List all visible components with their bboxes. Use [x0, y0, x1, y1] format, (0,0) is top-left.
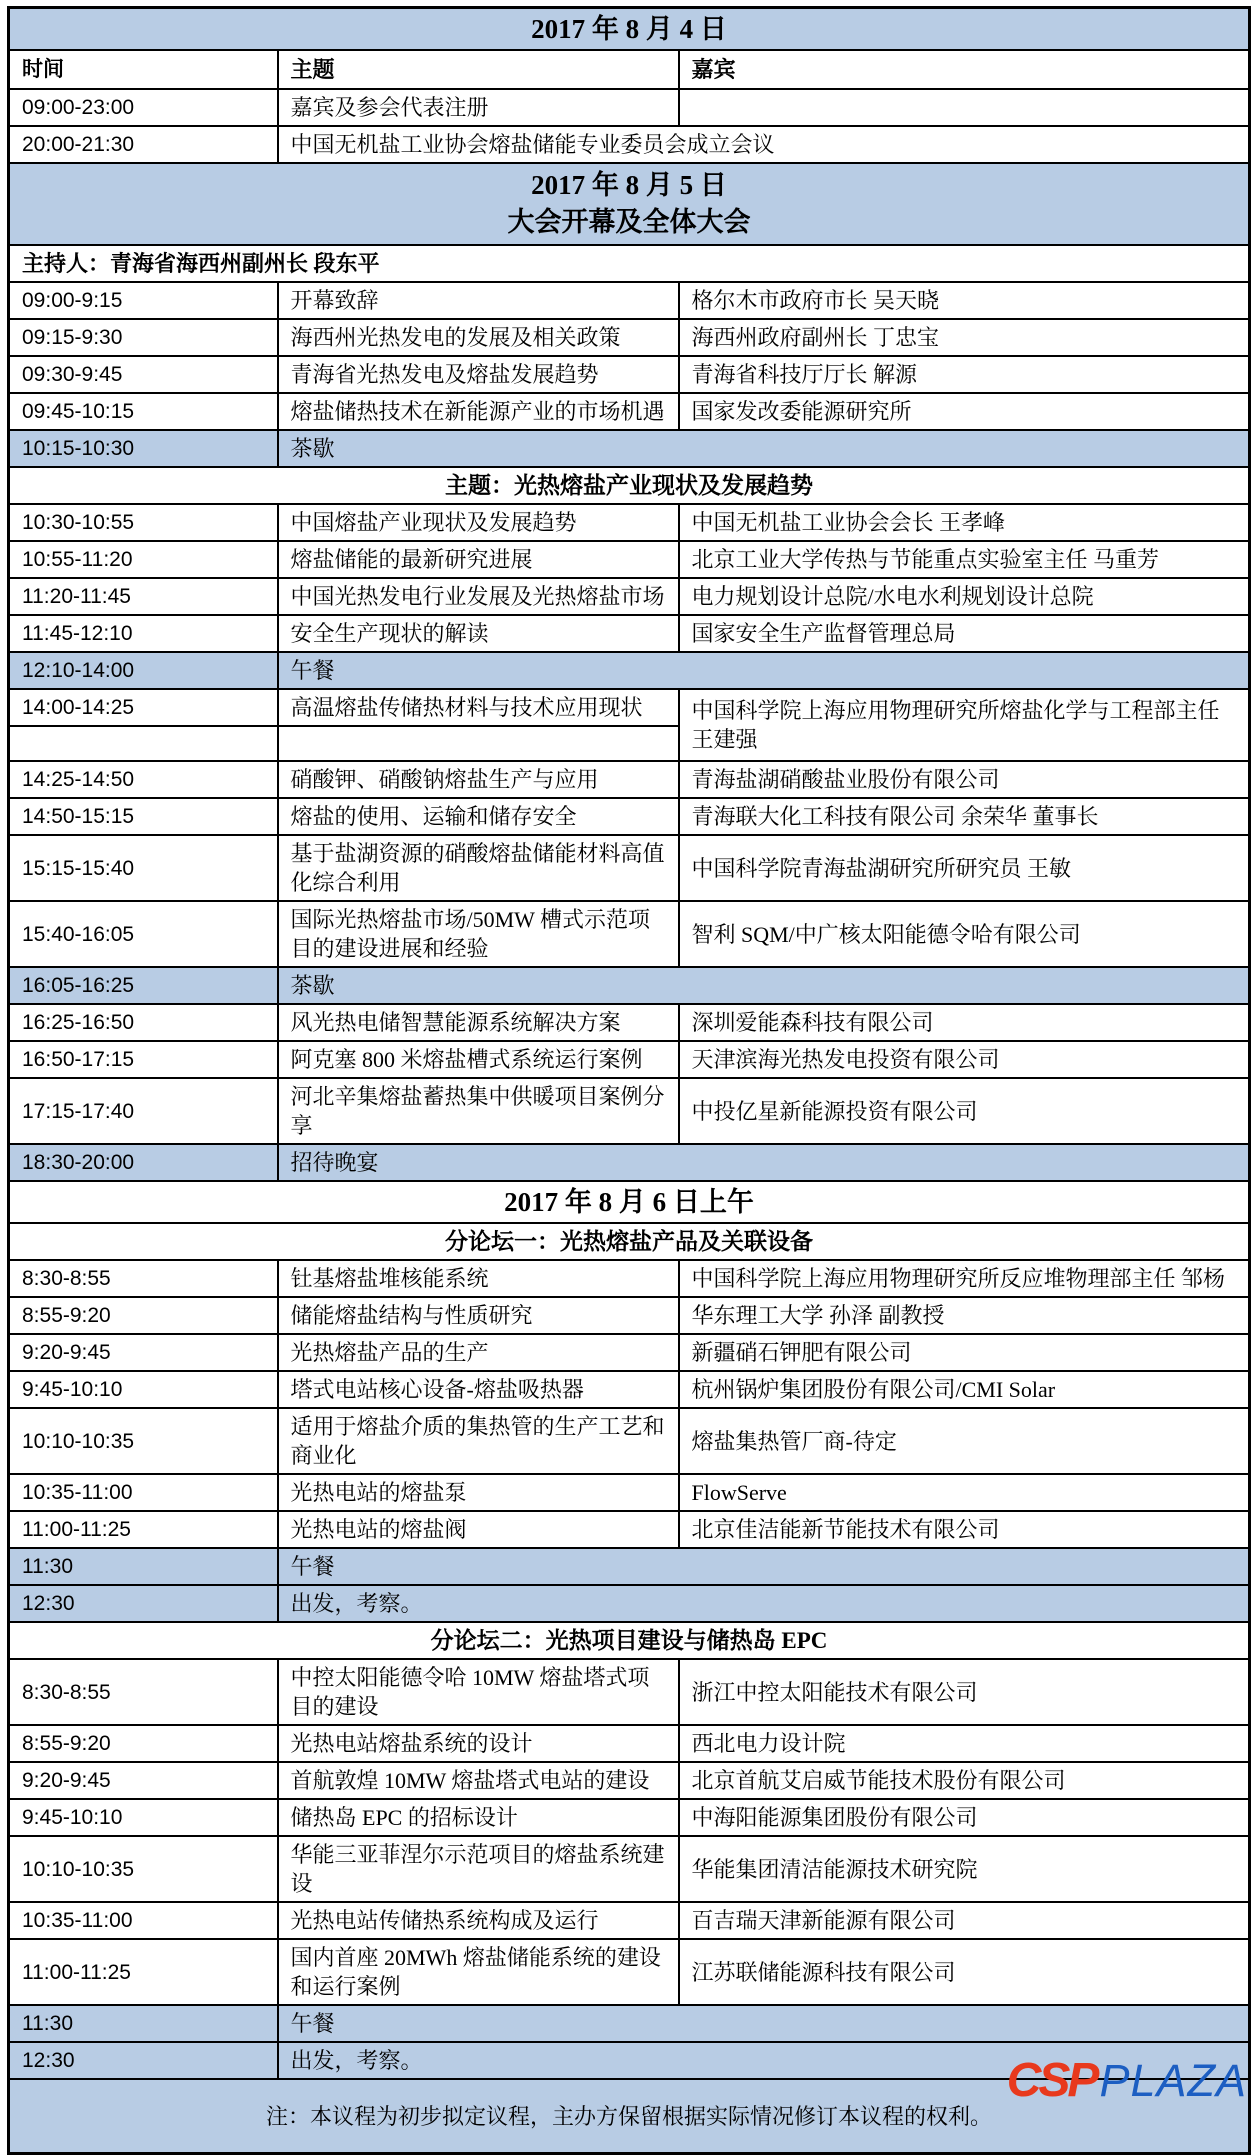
session-row: [9, 1762, 1250, 1799]
topic-cell: 光热熔盐产品的生产: [278, 1334, 679, 1371]
day-title-cell: [9, 163, 1250, 245]
break-row: [9, 1144, 1250, 1181]
logo-csp-text: CSP: [1006, 2054, 1097, 2107]
session-row: [9, 393, 1250, 430]
session-row: [9, 126, 1250, 163]
time-cell: 16:25-16:50: [9, 1004, 278, 1041]
guest-cell: 中海阳能源集团股份有限公司: [679, 1799, 1250, 1836]
time-cell: 09:30-9:45: [9, 356, 278, 393]
topic-cell: 嘉宾及参会代表注册: [278, 89, 679, 126]
guest-cell: 浙江中控太阳能技术有限公司: [679, 1659, 1250, 1725]
guest-cell: FlowServe: [679, 1474, 1250, 1511]
session-row: [9, 1836, 1250, 1902]
session-row: [9, 1725, 1250, 1762]
time-cell: 8:30-8:55: [9, 1260, 278, 1297]
column-header-row: [9, 50, 1250, 89]
topic-cell: 青海省光热发电及熔盐发展趋势: [278, 356, 679, 393]
session-row: [9, 1659, 1250, 1725]
day-title-line: 2017 年 8 月 4 日: [531, 14, 727, 44]
topic-cell: 中国光热发电行业发展及光热熔盐市场: [278, 578, 679, 615]
time-cell: 11:30: [9, 1548, 278, 1585]
guest-cell: 华东理工大学 孙泽 副教授: [679, 1297, 1250, 1334]
guest-cell: 智利 SQM/中广核太阳能德令哈有限公司: [679, 901, 1250, 967]
time-cell: 18:30-20:00: [9, 1144, 278, 1181]
guest-cell: 中国科学院青海盐湖研究所研究员 王敏: [679, 835, 1250, 901]
day-title-row: [9, 163, 1250, 245]
break-label-cell: 午餐: [278, 1548, 1250, 1585]
time-cell: 14:50-15:15: [9, 798, 278, 835]
time-cell: [9, 726, 278, 761]
session-row: [9, 504, 1250, 541]
time-cell: 9:20-9:45: [9, 1762, 278, 1799]
guest-cell: 华能集团清洁能源技术研究院: [679, 1836, 1250, 1902]
time-cell: 9:45-10:10: [9, 1799, 278, 1836]
column-header-guest: 嘉宾: [679, 50, 1250, 89]
guest-cell: 深圳爱能森科技有限公司: [679, 1004, 1250, 1041]
topic-cell: 阿克塞 800 米熔盐槽式系统运行案例: [278, 1041, 679, 1078]
guest-cell: 北京首航艾启威节能技术股份有限公司: [679, 1762, 1250, 1799]
topic-cell: 中控太阳能德令哈 10MW 熔盐塔式项目的建设: [278, 1659, 679, 1725]
time-cell: 12:30: [9, 2042, 278, 2079]
guest-cell: 国家安全生产监督管理总局: [679, 615, 1250, 652]
break-row: [9, 967, 1250, 1004]
break-label-cell: 出发，考察。: [278, 1585, 1250, 1622]
column-header-topic: 主题: [278, 50, 679, 89]
day-title-cell: [9, 8, 1250, 51]
guest-cell: 熔盐集热管厂商-待定: [679, 1408, 1250, 1474]
host-row: [9, 245, 1250, 282]
day-title-line: 大会开幕及全体大会: [507, 207, 751, 237]
time-cell: 11:00-11:25: [9, 1511, 278, 1548]
session-row: [9, 615, 1250, 652]
break-label-cell: 午餐: [278, 2005, 1250, 2042]
day-title-row: [9, 8, 1250, 51]
guest-cell: 百吉瑞天津新能源有限公司: [679, 1902, 1250, 1939]
time-cell: 8:55-9:20: [9, 1725, 278, 1762]
topic-cell: 熔盐储能的最新研究进展: [278, 541, 679, 578]
topic-cell: 高温熔盐传储热材料与技术应用现状: [278, 689, 679, 726]
session-row: [9, 1260, 1250, 1297]
topic-cell: 海西州光热发电的发展及相关政策: [278, 319, 679, 356]
guest-cell: 西北电力设计院: [679, 1725, 1250, 1762]
guest-cell: 中国科学院上海应用物理研究所反应堆物理部主任 邹杨: [679, 1260, 1250, 1297]
time-cell: 12:30: [9, 1585, 278, 1622]
topic-cell: 熔盐的使用、运输和储存安全: [278, 798, 679, 835]
guest-cell: 电力规划设计总院/水电水利规划设计总院: [679, 578, 1250, 615]
session-row: [9, 1371, 1250, 1408]
guest-cell: [679, 89, 1250, 126]
topic-cell: 国际光热熔盐市场/50MW 槽式示范项目的建设进展和经验: [278, 901, 679, 967]
topic-cell: 储能熔盐结构与性质研究: [278, 1297, 679, 1334]
host-cell: 主持人：青海省海西州副州长 段东平: [9, 245, 1250, 282]
time-cell: 11:30: [9, 2005, 278, 2042]
csp-plaza-logo: [1006, 2054, 1247, 2107]
session-row: [9, 319, 1250, 356]
section-subtitle-cell: 分论坛二：光热项目建设与储热岛 EPC: [9, 1622, 1250, 1659]
column-header-time: 时间: [9, 50, 278, 89]
session-row: [9, 1334, 1250, 1371]
time-cell: 10:10-10:35: [9, 1408, 278, 1474]
session-row: [9, 1297, 1250, 1334]
time-cell: 14:25-14:50: [9, 761, 278, 798]
topic-cell: 钍基熔盐堆核能系统: [278, 1260, 679, 1297]
time-cell: 09:45-10:15: [9, 393, 278, 430]
guest-cell: 北京佳洁能新节能技术有限公司: [679, 1511, 1250, 1548]
session-row: [9, 1474, 1250, 1511]
topic-cell: [278, 726, 679, 761]
session-row: [9, 901, 1250, 967]
session-row: [9, 356, 1250, 393]
footer-note: 注：本议程为初步拟定议程，主办方保留根据实际情况修订本议程的权利。: [9, 2079, 1250, 2154]
session-row: [9, 1004, 1250, 1041]
session-row: [9, 1408, 1250, 1474]
topic-cell: 光热电站传储热系统构成及运行: [278, 1902, 679, 1939]
topic-cell: 光热电站的熔盐阀: [278, 1511, 679, 1548]
topic-cell: 塔式电站核心设备-熔盐吸热器: [278, 1371, 679, 1408]
break-row: [9, 2005, 1250, 2042]
break-row: [9, 1585, 1250, 1622]
guest-cell: 国家发改委能源研究所: [679, 393, 1250, 430]
session-row: [9, 835, 1250, 901]
topic-cell: 基于盐湖资源的硝酸熔盐储能材料高值化综合利用: [278, 835, 679, 901]
guest-cell: 北京工业大学传热与节能重点实验室主任 马重芳: [679, 541, 1250, 578]
time-cell: 20:00-21:30: [9, 126, 278, 163]
guest-cell: 中投亿星新能源投资有限公司: [679, 1078, 1250, 1144]
guest-cell: 中国科学院上海应用物理研究所熔盐化学与工程部主任 王建强: [679, 689, 1250, 761]
break-label-cell: 招待晚宴: [278, 1144, 1250, 1181]
guest-cell: 杭州锅炉集团股份有限公司/CMI Solar: [679, 1371, 1250, 1408]
topic-cell: 中国无机盐工业协会熔盐储能专业委员会成立会议: [278, 126, 1250, 163]
guest-cell: 格尔木市政府市长 吴天晓: [679, 282, 1250, 319]
topic-cell: 首航敦煌 10MW 熔盐塔式电站的建设: [278, 1762, 679, 1799]
time-cell: 09:15-9:30: [9, 319, 278, 356]
break-row: [9, 430, 1250, 467]
time-cell: 9:45-10:10: [9, 1371, 278, 1408]
break-row: [9, 652, 1250, 689]
time-cell: 16:05-16:25: [9, 967, 278, 1004]
section-subtitle-row: [9, 1622, 1250, 1659]
time-cell: 09:00-9:15: [9, 282, 278, 319]
time-cell: 17:15-17:40: [9, 1078, 278, 1144]
time-cell: 10:55-11:20: [9, 541, 278, 578]
session-row: [9, 798, 1250, 835]
time-cell: 10:35-11:00: [9, 1474, 278, 1511]
topic-cell: 国内首座 20MWh 熔盐储能系统的建设和运行案例: [278, 1939, 679, 2005]
time-cell: 11:00-11:25: [9, 1939, 278, 2005]
topic-cell: 风光热电储智慧能源系统解决方案: [278, 1004, 679, 1041]
section-subtitle-cell: 主题：光热熔盐产业现状及发展趋势: [9, 467, 1250, 504]
session-row: [9, 1799, 1250, 1836]
session-row: [9, 1939, 1250, 2005]
topic-cell: 光热电站熔盐系统的设计: [278, 1725, 679, 1762]
time-cell: 10:10-10:35: [9, 1836, 278, 1902]
time-cell: 16:50-17:15: [9, 1041, 278, 1078]
topic-cell: 适用于熔盐介质的集热管的生产工艺和商业化: [278, 1408, 679, 1474]
day-title-line: 2017 年 8 月 6 日上午: [504, 1187, 754, 1217]
guest-cell: 天津滨海光热发电投资有限公司: [679, 1041, 1250, 1078]
time-cell: 09:00-23:00: [9, 89, 278, 126]
guest-cell: 青海联大化工科技有限公司 余荣华 董事长: [679, 798, 1250, 835]
session-row: [9, 1511, 1250, 1548]
agenda-table: [7, 6, 1251, 2155]
session-row: [9, 541, 1250, 578]
session-row: [9, 89, 1250, 126]
break-label-cell: 茶歇: [278, 430, 1250, 467]
guest-cell: 新疆硝石钾肥有限公司: [679, 1334, 1250, 1371]
topic-cell: 开幕致辞: [278, 282, 679, 319]
agenda-body: [9, 8, 1250, 2154]
guest-cell: 江苏联储能源科技有限公司: [679, 1939, 1250, 2005]
time-cell: 11:20-11:45: [9, 578, 278, 615]
session-row: [9, 1902, 1250, 1939]
session-row: [9, 1078, 1250, 1144]
topic-cell: 熔盐储热技术在新能源产业的市场机遇: [278, 393, 679, 430]
break-row: [9, 1548, 1250, 1585]
topic-cell: 安全生产现状的解读: [278, 615, 679, 652]
guest-cell: 青海省科技厅厅长 解源: [679, 356, 1250, 393]
time-cell: 15:15-15:40: [9, 835, 278, 901]
time-cell: 10:30-10:55: [9, 504, 278, 541]
session-row: [9, 1041, 1250, 1078]
day-title-line: 2017 年 8 月 5 日: [531, 170, 727, 200]
section-subtitle-row: [9, 1223, 1250, 1260]
guest-cell: 中国无机盐工业协会会长 王孝峰: [679, 504, 1250, 541]
guest-cell: 青海盐湖硝酸盐业股份有限公司: [679, 761, 1250, 798]
day-title-row: [9, 1181, 1250, 1223]
time-cell: 9:20-9:45: [9, 1334, 278, 1371]
session-row: [9, 578, 1250, 615]
time-cell: 15:40-16:05: [9, 901, 278, 967]
topic-cell: 储热岛 EPC 的招标设计: [278, 1799, 679, 1836]
section-subtitle-cell: 分论坛一：光热熔盐产品及关联设备: [9, 1223, 1250, 1260]
time-cell: 10:35-11:00: [9, 1902, 278, 1939]
topic-cell: 河北辛集熔盐蓄热集中供暖项目案例分享: [278, 1078, 679, 1144]
break-label-cell: 午餐: [278, 652, 1250, 689]
session-row: [9, 689, 1250, 726]
section-subtitle-row: [9, 467, 1250, 504]
guest-cell: 海西州政府副州长 丁忠宝: [679, 319, 1250, 356]
topic-cell: 硝酸钾、硝酸钠熔盐生产与应用: [278, 761, 679, 798]
session-row: [9, 282, 1250, 319]
topic-cell: 中国熔盐产业现状及发展趋势: [278, 504, 679, 541]
break-label-cell: 茶歇: [278, 967, 1250, 1004]
session-row: [9, 761, 1250, 798]
topic-cell: 华能三亚菲涅尔示范项目的熔盐系统建设: [278, 1836, 679, 1902]
day-title-cell: [9, 1181, 1250, 1223]
logo-plaza-text: PLAZA: [1099, 2055, 1247, 2106]
time-cell: 8:55-9:20: [9, 1297, 278, 1334]
topic-cell: 光热电站的熔盐泵: [278, 1474, 679, 1511]
time-cell: 12:10-14:00: [9, 652, 278, 689]
time-cell: 10:15-10:30: [9, 430, 278, 467]
time-cell: 8:30-8:55: [9, 1659, 278, 1725]
time-cell: 14:00-14:25: [9, 689, 278, 726]
break-label-cell: 出发，考察。: [278, 2042, 1250, 2079]
time-cell: 11:45-12:10: [9, 615, 278, 652]
